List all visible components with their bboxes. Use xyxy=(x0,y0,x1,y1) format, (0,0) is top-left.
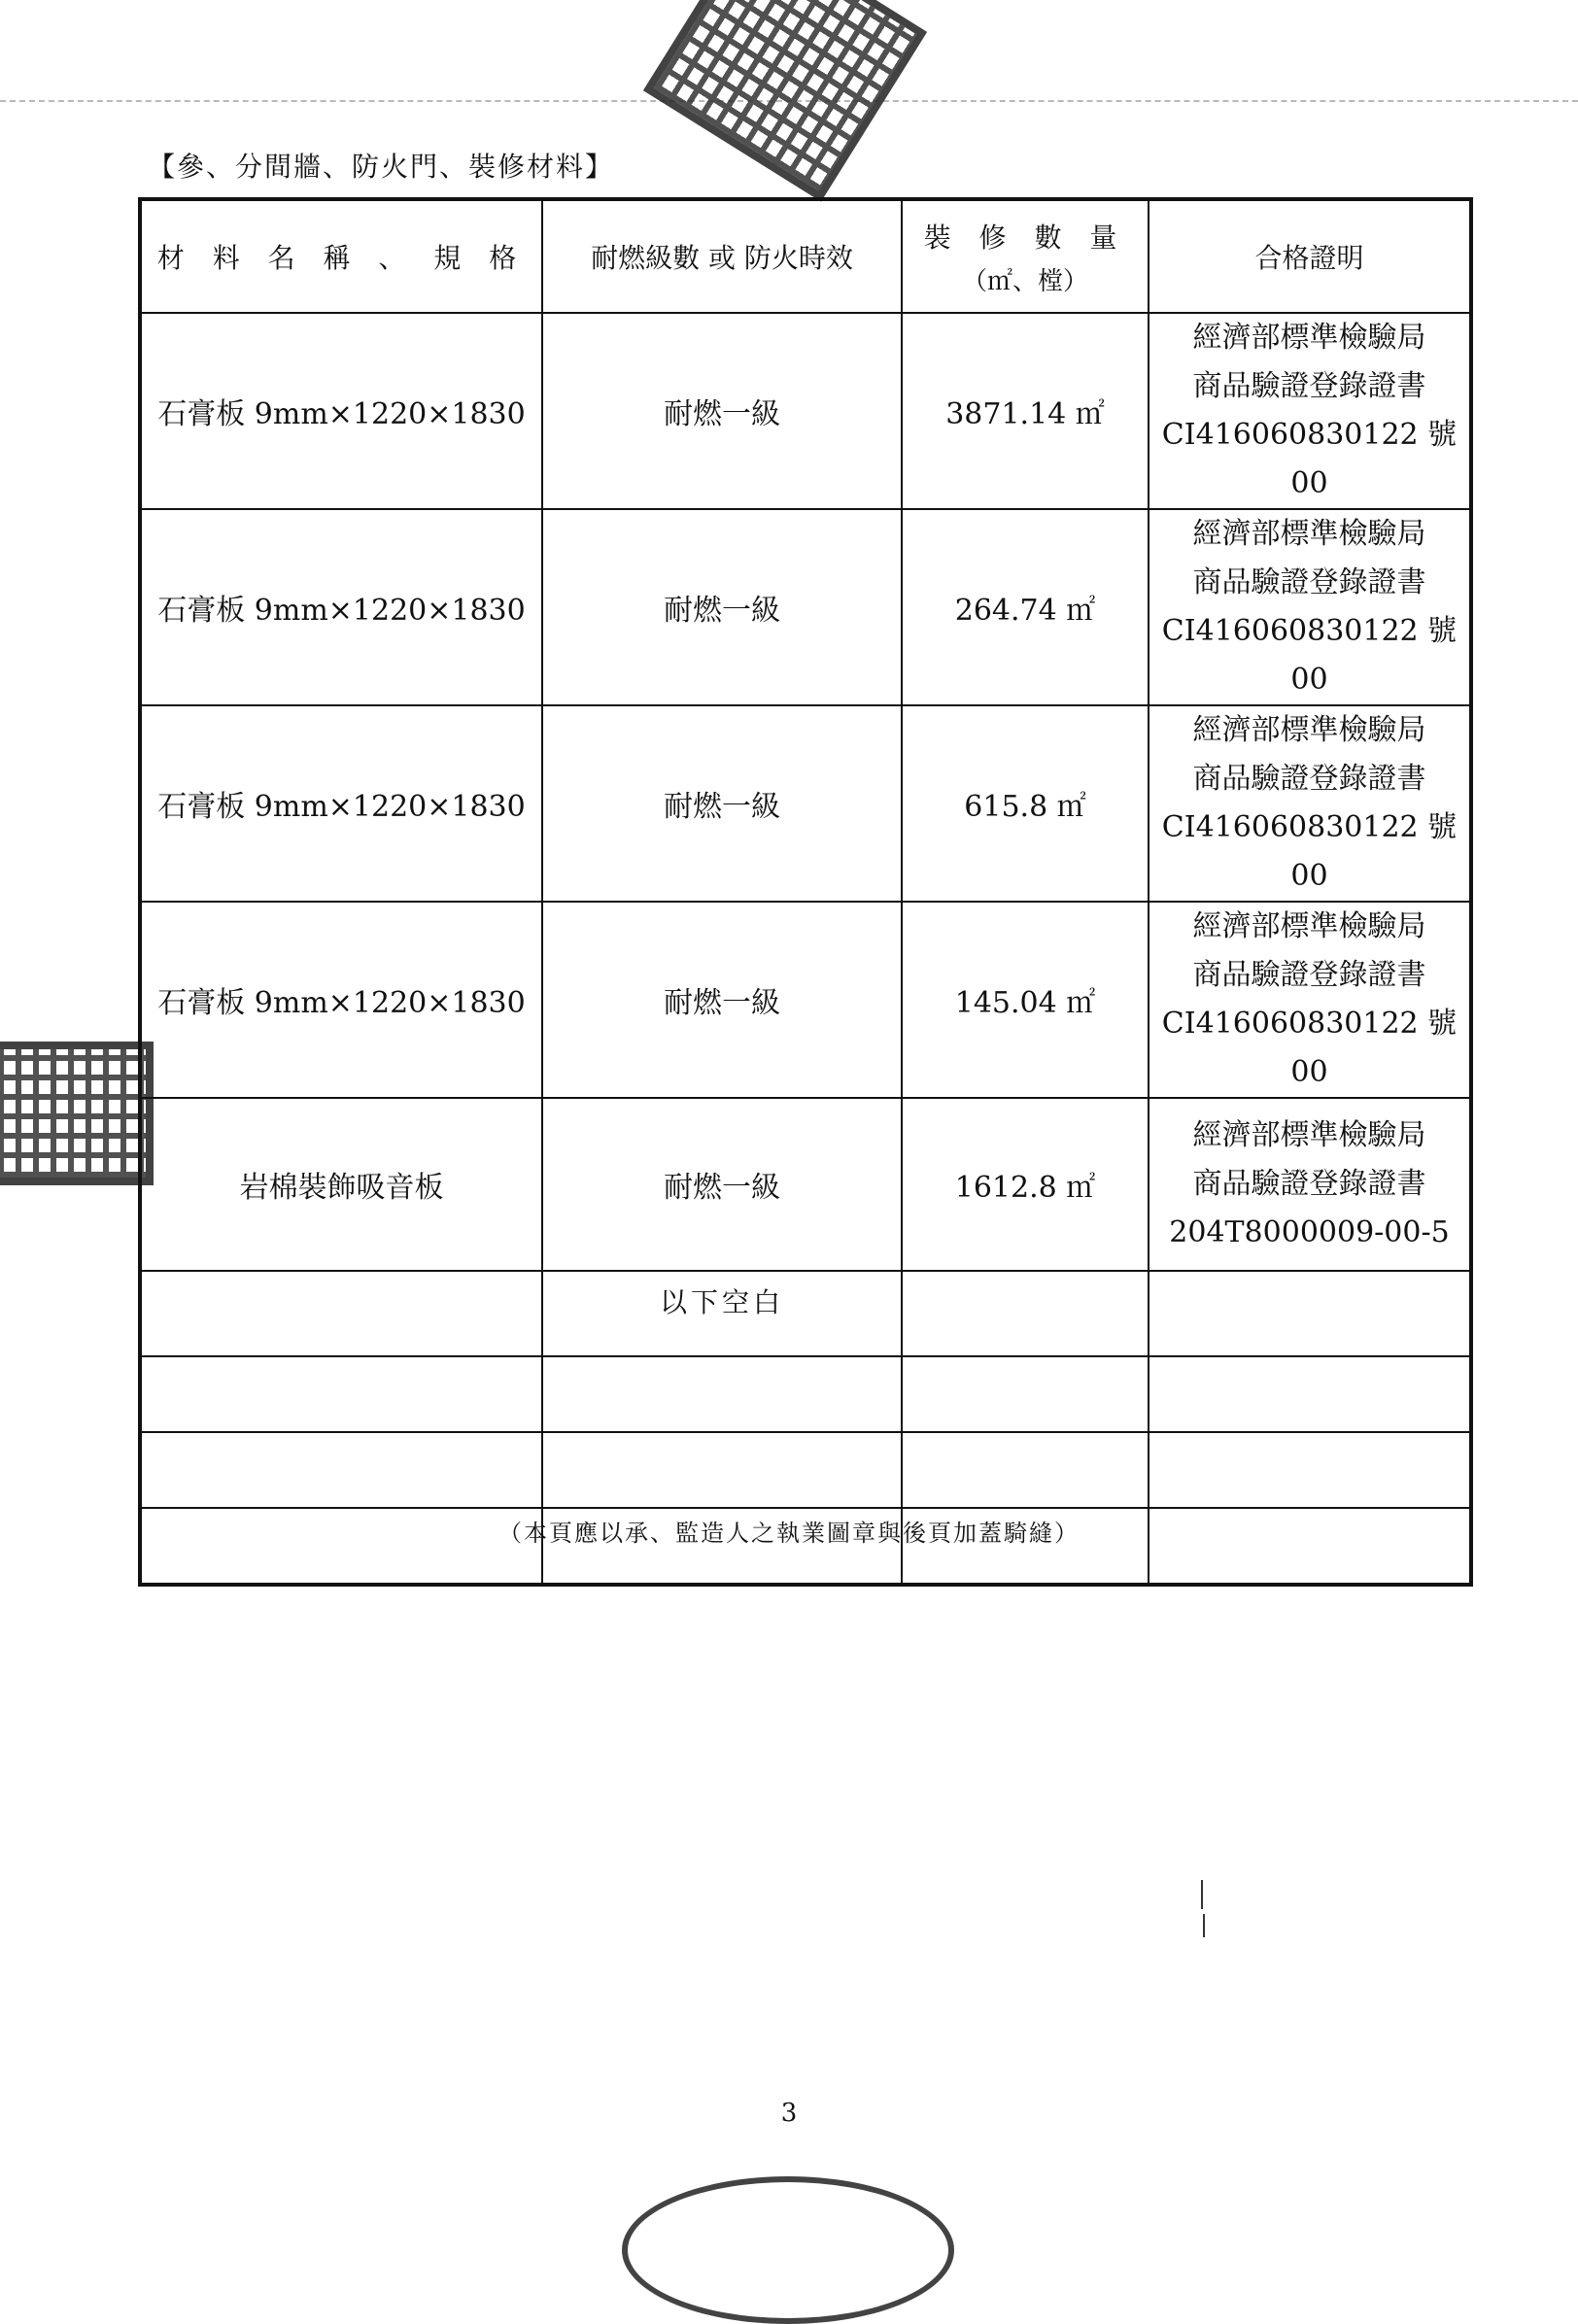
blank-cell xyxy=(140,1271,542,1356)
material-cell: 石膏板 9mm×1220×1830 xyxy=(140,313,542,509)
certificate-type: 商品驗證登錄證書 xyxy=(1192,762,1426,796)
fire-rating-cell: 耐燃一級 xyxy=(542,313,902,509)
official-seal-stamp-bottom xyxy=(622,2176,954,2324)
certificate-number: 204T8000009-00-5 xyxy=(1169,1215,1450,1249)
blank-row xyxy=(140,1271,1471,1356)
pen-mark xyxy=(1201,1880,1203,1909)
fire-rating-cell: 耐燃一級 xyxy=(542,902,902,1098)
blank-cell xyxy=(902,1432,1149,1508)
header-quantity-unit: （㎡、樘） xyxy=(961,266,1088,296)
material-cell: 石膏板 9mm×1220×1830 xyxy=(140,509,542,705)
certificate-cell xyxy=(1149,509,1471,705)
certificate-issuer: 經濟部標準檢驗局 xyxy=(1192,321,1426,355)
material-cell: 石膏板 9mm×1220×1830 xyxy=(140,705,542,902)
certificate-number: CI416060830122 號 00 xyxy=(1161,810,1458,893)
table-row xyxy=(140,313,1471,509)
certificate-issuer: 經濟部標準檢驗局 xyxy=(1192,713,1426,747)
table-row xyxy=(140,705,1471,902)
certificate-cell xyxy=(1149,705,1471,902)
footnote: （本頁應以承、監造人之執業圖章與後頁加蓋騎縫） xyxy=(498,1520,1080,1547)
blank-row xyxy=(140,1356,1471,1432)
fire-rating-cell: 耐燃一級 xyxy=(542,705,902,902)
quantity-cell: 615.8 ㎡ xyxy=(902,705,1149,902)
certificate-number: CI416060830122 號 00 xyxy=(1161,1007,1458,1089)
header-quantity xyxy=(902,199,1149,313)
certificate-cell xyxy=(1149,902,1471,1098)
certificate-type: 商品驗證登錄證書 xyxy=(1192,1167,1426,1201)
page-number: 3 xyxy=(780,2099,798,2128)
fire-rating-cell: 耐燃一級 xyxy=(542,509,902,705)
blank-cell xyxy=(140,1356,542,1432)
blank-cell xyxy=(1149,1271,1471,1356)
section-title: 【參、分間牆、防火門、裝修材料】 xyxy=(148,151,615,183)
certificate-type: 商品驗證登錄證書 xyxy=(1192,565,1426,599)
table-row xyxy=(140,1098,1471,1271)
certificate-number: CI416060830122 號 00 xyxy=(1161,418,1458,500)
blank-cell xyxy=(1149,1356,1471,1432)
fire-rating-cell: 耐燃一級 xyxy=(542,1098,902,1271)
certificate-issuer: 經濟部標準檢驗局 xyxy=(1192,909,1426,943)
certificate-cell xyxy=(1149,313,1471,509)
certificate-type: 商品驗證登錄證書 xyxy=(1192,958,1426,992)
blank-cell xyxy=(902,1271,1149,1356)
header-certificate: 合格證明 xyxy=(1149,199,1471,313)
blank-cell xyxy=(1149,1432,1471,1508)
quantity-cell: 145.04 ㎡ xyxy=(902,902,1149,1098)
official-seal-stamp-left xyxy=(0,1042,154,1185)
quantity-cell: 1612.8 ㎡ xyxy=(902,1098,1149,1271)
certificate-issuer: 經濟部標準檢驗局 xyxy=(1192,517,1426,551)
blank-cell xyxy=(140,1432,542,1508)
certificate-issuer: 經濟部標準檢驗局 xyxy=(1192,1118,1426,1152)
certificate-number: CI416060830122 號 00 xyxy=(1161,614,1458,697)
header-quantity-label: 裝 修 數 量 xyxy=(923,221,1127,254)
pen-mark xyxy=(1203,1914,1205,1937)
table-row xyxy=(140,902,1471,1098)
table-row xyxy=(140,509,1471,705)
certificate-type: 商品驗證登錄證書 xyxy=(1192,369,1426,403)
quantity-cell: 264.74 ㎡ xyxy=(902,509,1149,705)
header-fire-rating: 耐燃級數 或 防火時效 xyxy=(542,199,902,313)
blank-cell xyxy=(542,1432,902,1508)
material-cell: 岩棉裝飾吸音板 xyxy=(140,1098,542,1271)
quantity-cell: 3871.14 ㎡ xyxy=(902,313,1149,509)
materials-table xyxy=(138,197,1473,1587)
table-header-row xyxy=(140,199,1471,313)
blank-note-cell: 以下空白 xyxy=(542,1271,902,1356)
blank-cell xyxy=(902,1356,1149,1432)
certificate-cell xyxy=(1149,1098,1471,1271)
blank-row xyxy=(140,1432,1471,1508)
material-cell: 石膏板 9mm×1220×1830 xyxy=(140,902,542,1098)
header-material: 材 料 名 稱 、 規 格 xyxy=(140,199,542,313)
blank-cell xyxy=(542,1356,902,1432)
